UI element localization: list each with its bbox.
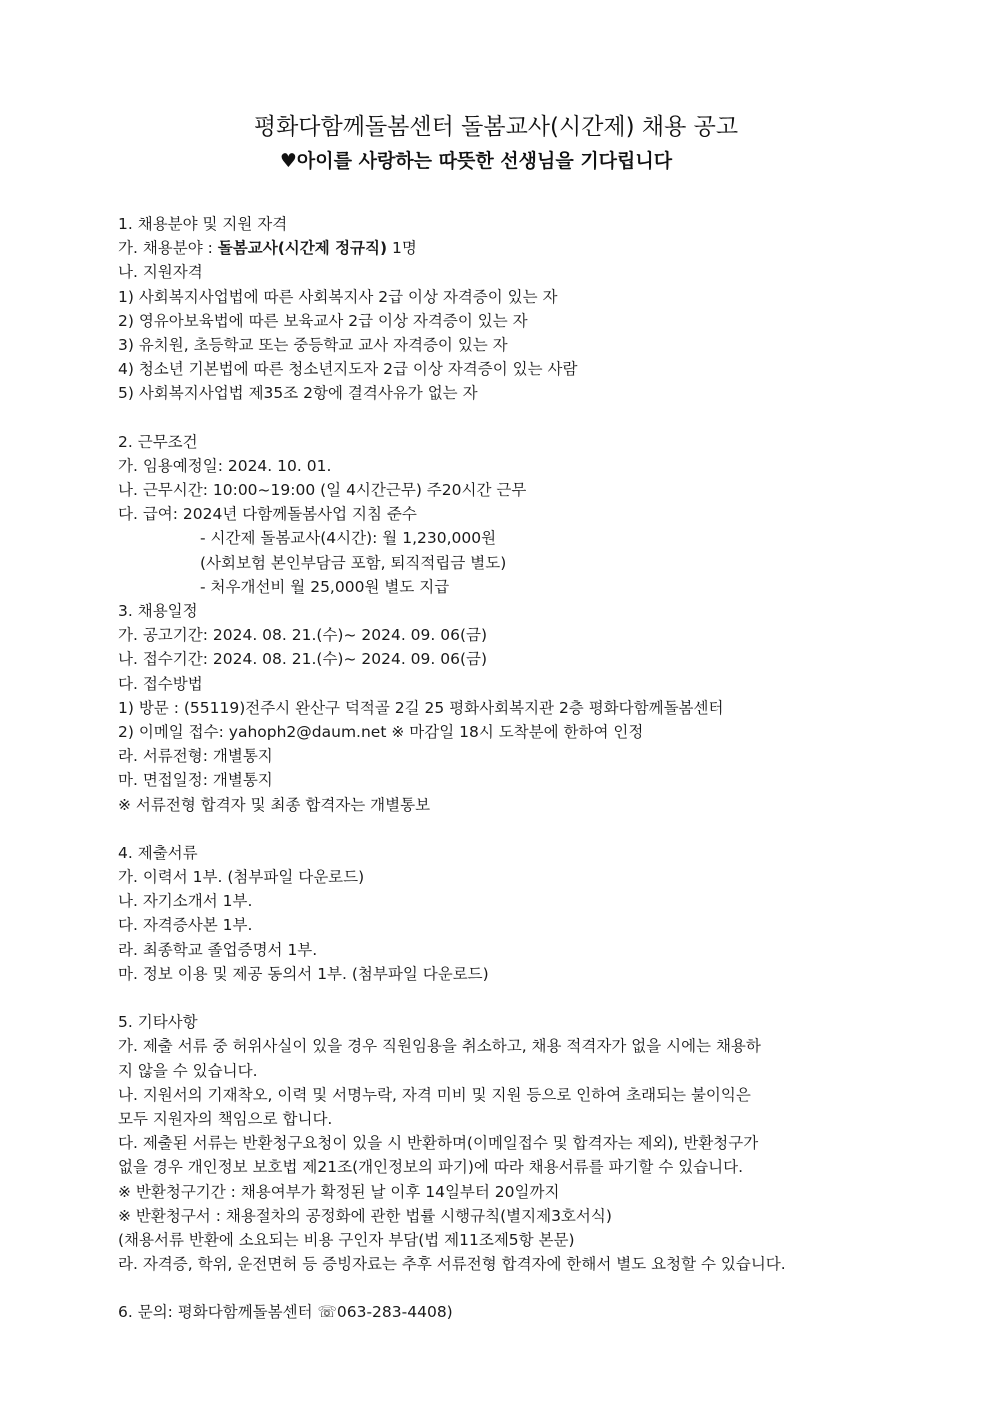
interview-schedule: 마. 면접일정: 개별통지 <box>118 771 273 790</box>
etc-item: 가. 제출 서류 중 허위사실이 있을 경우 직원임용을 취소하고, 채용 적격자가 없을 시에는 채용하 <box>118 1037 761 1056</box>
etc-item: 없을 경우 개인정보 보호법 제21조(개인정보의 파기)에 따라 채용서류를 파기할 수 있습니다. <box>118 1158 744 1177</box>
required-document: 나. 자기소개서 1부. <box>118 892 253 911</box>
spacer <box>118 406 838 430</box>
receipt-method-item: 1) 방문 : (55119)전주시 완산구 덕적골 2길 25 평화사회복지관 2층 평화다함께돌봄센터 <box>118 698 724 717</box>
qualification-item: 5) 사회복지사업법 제35조 2항에 결격사유가 없는 자 <box>118 384 478 403</box>
spacer <box>118 986 838 1010</box>
salary-detail: - 시간제 돌봄교사(4시간): 월 1,230,000원 <box>200 529 497 548</box>
recruit-field-position: 돌봄교사(시간제 정규직) <box>217 239 388 258</box>
section-3-heading: 3. 채용일정 <box>118 602 198 620</box>
salary-detail: (사회보험 본인부담금 포함, 퇴직적립금 별도) <box>200 553 507 572</box>
contact-info: 6. 문의: 평화다함께돌봄센터 ☏063-283-4408) <box>118 1303 453 1322</box>
notice-period: 가. 공고기간: 2024. 08. 21.(수)~ 2024. 09. 06(금) <box>118 626 488 645</box>
required-document: 라. 최종학교 졸업증명서 1부. <box>118 940 318 959</box>
spacer <box>118 1276 838 1300</box>
recruit-field-prefix: 가. 채용분야 : <box>118 239 218 258</box>
etc-item: 지 않을 수 있습니다. <box>118 1061 258 1080</box>
etc-item: 라. 자격증, 학위, 운전면허 등 증빙자료는 추후 서류전형 합격자에 한해서 별도 요청할 수 있습니다. <box>118 1255 786 1274</box>
qualification-item: 3) 유치원, 초등학교 또는 중등학교 교사 자격증이 있는 자 <box>118 335 508 354</box>
qualification-heading: 나. 지원자격 <box>118 263 203 282</box>
receipt-method-item: 2) 이메일 접수: yahoph2@daum.net ※ 마감일 18시 도착분에 한하여 인정 <box>118 722 644 741</box>
document-body <box>118 212 838 1325</box>
etc-item: ※ 반환청구기간 : 채용여부가 확정된 날 이후 14일부터 20일까지 <box>118 1182 560 1201</box>
etc-item: 나. 지원서의 기재착오, 이력 및 서명누락, 자격 미비 및 지원 등으로 인하여 초래되는 불이익은 <box>118 1085 751 1104</box>
qualification-item: 1) 사회복지사업법에 따른 사회복지사 2급 이상 자격증이 있는 자 <box>118 287 558 306</box>
etc-item: 모두 지원자의 책임으로 합니다. <box>118 1109 333 1128</box>
etc-item: ※ 반환청구서 : 채용절차의 공정화에 관한 법률 시행규칙(별지제3호서식) <box>118 1206 612 1225</box>
page-subtitle: ♥아이를 사랑하는 따뜻한 선생님을 기다립니다 <box>279 150 673 172</box>
work-hours: 나. 근무시간: 10:00~19:00 (일 4시간근무) 주20시간 근무 <box>118 481 527 500</box>
section-1-heading: 1. 채용분야 및 지원 자격 <box>118 215 288 233</box>
etc-item: (채용서류 반환에 소요되는 비용 구인자 부담(법 제11조제5항 본문) <box>118 1230 575 1249</box>
spacer <box>118 817 838 841</box>
required-document: 가. 이력서 1부. (첨부파일 다운로드) <box>118 868 365 887</box>
receipt-period: 나. 접수기간: 2024. 08. 21.(수)~ 2024. 09. 06(금) <box>118 650 488 669</box>
qualification-item: 4) 청소년 기본법에 따른 청소년지도자 2급 이상 자격증이 있는 사람 <box>118 360 578 379</box>
salary-detail: - 처우개선비 월 25,000원 별도 지급 <box>200 577 450 596</box>
recruit-field <box>118 236 838 260</box>
recruit-field-count: 1명 <box>387 239 417 258</box>
start-date: 가. 임용예정일: 2024. 10. 01. <box>118 456 332 475</box>
etc-item: 다. 제출된 서류는 반환청구요청이 있을 시 반환하며(이메일접수 및 합격자는 제외), 반환청구가 <box>118 1134 759 1153</box>
receipt-method: 다. 접수방법 <box>118 674 203 693</box>
section-5-heading: 5. 기타사항 <box>118 1013 198 1032</box>
required-document: 다. 자격증사본 1부. <box>118 916 253 935</box>
qualification-item: 2) 영유아보육법에 따른 보육교사 2급 이상 자격증이 있는 자 <box>118 311 528 330</box>
section-2-heading: 2. 근무조건 <box>118 432 198 451</box>
page-title: 평화다함께돌봄센터 돌봄교사(시간제) 채용 공고 <box>253 114 739 140</box>
result-note: ※ 서류전형 합격자 및 최종 합격자는 개별통보 <box>118 795 431 814</box>
salary: 다. 급여: 2024년 다함께돌봄사업 지침 준수 <box>118 505 417 524</box>
document-screening: 라. 서류전형: 개별통지 <box>118 747 273 766</box>
section-4-heading: 4. 제출서류 <box>118 843 198 862</box>
required-document: 마. 정보 이용 및 제공 동의서 1부. (첨부파일 다운로드) <box>118 964 489 983</box>
